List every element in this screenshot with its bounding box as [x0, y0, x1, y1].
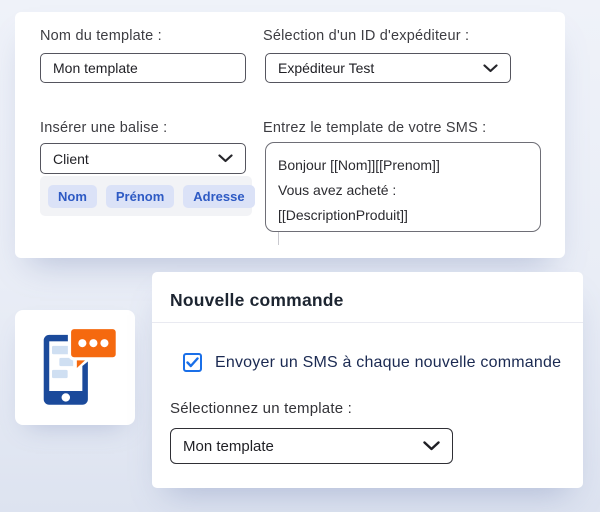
tag-category-select[interactable]	[40, 143, 246, 174]
new-order-card	[152, 272, 583, 488]
chevron-down-icon	[483, 64, 498, 73]
template-name-input[interactable]	[40, 53, 246, 83]
sms-line-1: Bonjour [[Nom]][[Prenom]]	[278, 157, 440, 173]
tag-pill-adresse[interactable]: Adresse	[183, 185, 254, 208]
tag-pill-prenom[interactable]: Prénom	[106, 185, 174, 208]
insert-tag-label: Insérer une balise :	[40, 120, 168, 136]
template-name-label: Nom du template :	[40, 28, 162, 44]
select-template-label: Sélectionnez un template :	[170, 400, 352, 417]
divider	[152, 322, 583, 323]
sms-template-textarea[interactable]	[265, 142, 541, 232]
sender-id-select[interactable]	[265, 53, 511, 83]
send-sms-checkbox-row	[183, 353, 561, 372]
tag-pill-nom[interactable]: Nom	[48, 185, 97, 208]
sender-id-label: Sélection d'un ID d'expéditeur :	[263, 28, 470, 44]
sms-illustration-card	[15, 310, 135, 425]
template-select-value: Mon template	[183, 437, 274, 455]
chevron-down-icon	[423, 441, 440, 451]
template-select[interactable]	[170, 428, 453, 464]
send-sms-checkbox[interactable]	[183, 353, 202, 372]
check-icon	[186, 357, 199, 368]
sender-id-value: Expéditeur Test	[278, 60, 375, 76]
sms-line-2: Vous avez acheté : [[DescriptionProduit]]	[278, 182, 408, 223]
send-sms-checkbox-label: Envoyer un SMS à chaque nouvelle commande	[215, 353, 562, 371]
tag-pill-panel	[40, 176, 252, 216]
chevron-down-icon	[218, 154, 233, 163]
order-card-title: Nouvelle commande	[170, 290, 344, 310]
sms-template-label: Entrez le template de votre SMS :	[263, 120, 487, 136]
text-cursor	[278, 232, 279, 245]
phone-sms-icon	[29, 322, 121, 414]
tag-category-value: Client	[53, 150, 89, 167]
sms-template-card	[15, 12, 565, 258]
